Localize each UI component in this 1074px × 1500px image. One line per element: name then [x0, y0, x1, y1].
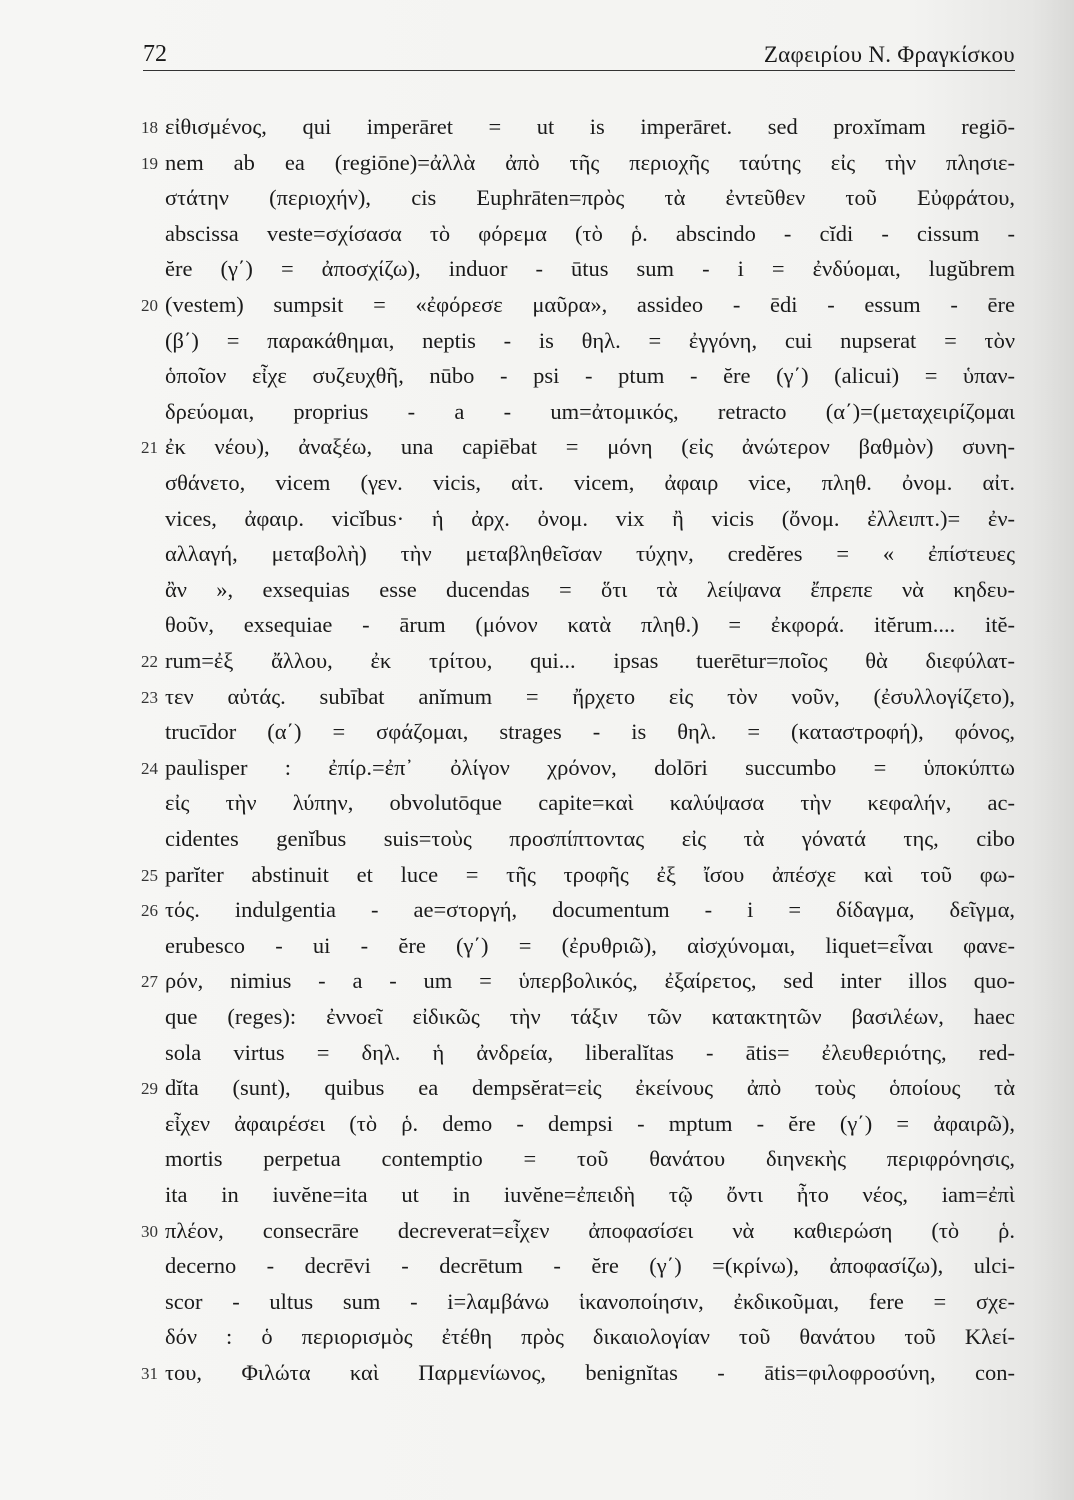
text-line [165, 786, 1015, 820]
line-text: του, Φιλώτα καὶ Παρμενίωνος, benignĭtas - ātis=φιλοφροσύνη, con- [165, 1360, 1015, 1385]
line-number: 18 [141, 118, 158, 137]
line-text: τεν αὐτάς. subībat anĭmum = ἤρχετο εἰς τὸν νοῦν, (ἐσυλλογίζετο), [165, 683, 1015, 709]
line-text: abscissa veste=σχίσασα τὸ φόρεμα (τὸ ῥ. abscindo - cĭdi - cissum - [165, 220, 1015, 246]
text-line [165, 608, 1015, 642]
text-line [141, 680, 1015, 714]
line-text: εἰς τὴν λύπην, obvolutōque capite=καὶ καλύψασα τὴν κεφαλήν, ac- [165, 790, 1015, 816]
line-text: εἰθισμένος, qui imperāret = ut is imperāret. sed proxĭmam regiō- [165, 114, 1015, 139]
line-text: τός. indulgentia - ae=στοργή, documentum - i = δίδαγμα, δεῖγμα, [165, 897, 1015, 923]
text-line [165, 466, 1015, 500]
line-text: scor - ultus sum - i=λαμβάνω ἱκανοποίησιν, ἐκδικοῦμαι, fere = σχε- [165, 1288, 1015, 1314]
line-text: πλέον, consecrāre decreverat=εἶχεν ἀποφασίσει νὰ καθιερώση (τὸ ῥ. [165, 1217, 1015, 1243]
line-text: ἂν », exsequias esse ducendas = ὅτι τὰ λείψανα ἔπρεπε νὰ κηδευ- [165, 576, 1015, 602]
text-line [141, 1071, 1015, 1105]
text-line [141, 146, 1015, 180]
text-line [165, 217, 1015, 251]
line-text: vices, ἀφαιρ. vicĭbus· ἡ ἀρχ. ὀνομ. vix ἢ vicis (ὄνομ. ἐλλειπτ.)= ἐν- [165, 505, 1015, 531]
line-text: στάτην (περιοχήν), cis Euphrāten=πρὸς τὰ ἐντεῦθεν τοῦ Εὐφράτου, [165, 185, 1015, 211]
text-line [165, 1285, 1015, 1319]
text-line [165, 715, 1015, 749]
text-line [141, 751, 1015, 785]
line-number: 21 [141, 438, 158, 458]
text-line [141, 430, 1015, 464]
text-line [165, 1036, 1015, 1070]
line-text: dĭta (sunt), quibus ea dempsĕrat=εἰς ἐκείνους ἀπὸ τοὺς ὁποίους τὰ [165, 1075, 1015, 1101]
text-line [165, 1178, 1015, 1212]
line-text: (β΄) = παρακάθημαι, neptis - is θηλ. = ἐγγόνη, cui nupserat = τὸν [165, 327, 1015, 353]
line-number: 22 [141, 652, 158, 671]
line-text: que (reges): ἐννοεῖ εἰδικῶς τὴν τάξιν τῶν κατακτητῶν βασιλέων, haec [165, 1004, 1015, 1029]
line-text: δόν : ὁ περιορισμὸς ἐτέθη πρὸς δικαιολογίαν τοῦ θανάτου τοῦ Κλεί- [165, 1324, 1015, 1350]
text-line [165, 1320, 1015, 1354]
line-text: parĭter abstinuit et luce = τῆς τροφῆς ἐξ ἴσου ἀπέσχε καὶ τοῦ φω- [165, 861, 1015, 887]
line-number: 20 [141, 296, 158, 315]
line-text: nem ab ea (regiōne)=ἀλλὰ ἀπὸ τῆς περιοχῆς ταύτης εἰς τὴν πλησιε- [165, 149, 1015, 175]
text-line [165, 252, 1015, 286]
line-text: ita in iuvĕne=ita ut in iuvĕne=ἐπειδὴ τῷ ὄντι ἦτο νέος, iam=ἐπὶ [165, 1182, 1015, 1207]
line-text: ĕre (γ΄) = ἀποσχίζω), induor - ūtus sum - i = ἐνδύομαι, lugŭbrem [165, 256, 1015, 282]
line-text: decerno - decrēvi - decrētum - ĕre (γ΄) =(κρίνω), ἀποφασίζω), ulci- [165, 1253, 1015, 1279]
line-text: ἐκ νέου), ἀναξέω, una capiēbat = μόνη (εἰς ἀνώτερον βαθμὸν) συνη- [165, 434, 1015, 460]
text-line [141, 1214, 1015, 1248]
text-line [165, 324, 1015, 358]
line-text: ρόν, nimius - a - um = ὑπερβολικός, ἐξαίρετος, sed inter illos quo- [165, 968, 1015, 994]
text-line [141, 1356, 1015, 1390]
text-line [165, 395, 1015, 429]
text-line [165, 502, 1015, 536]
line-text: θοῦν, exsequiae - ārum (μόνον κατὰ πληθ.) = ἐκφορά. itĕrum.... itĕ- [165, 612, 1015, 638]
line-text: (vestem) sumpsit = «ἐφόρεσε μαῦρα», assideo - ēdi - essum - ēre [165, 292, 1015, 317]
line-text: paulisper : ἐπίρ.=ἐπ᾽ ὀλίγον χρόνον, dolōri succumbo = ὑποκύπτω [165, 754, 1015, 780]
line-text: cidentes genĭbus suis=τοὺς προσπίπτοντας εἰς τὰ γόνατά της, cibo [165, 826, 1015, 851]
line-text: δρεύομαι, proprius - a - um=ἀτομικός, retracto (α΄)=(μεταχειρίζομαι [165, 398, 1015, 424]
line-number: 23 [141, 687, 158, 707]
text-line [141, 644, 1015, 678]
line-number: 25 [141, 865, 158, 885]
line-text: sola virtus = δηλ. ἡ ἀνδρεία, liberalĭtas - ātis= ἐλευθεριότης, red- [165, 1039, 1015, 1065]
line-number: 29 [141, 1079, 158, 1099]
line-text: σθάνετο, vicem (γεν. vicis, αἰτ. vicem, ἀφαιρ vice, πληθ. ὀνομ. αἰτ. [165, 470, 1015, 495]
line-number: 31 [141, 1364, 158, 1383]
line-text: ὁποῖον εἶχε συζευχθῆ, nūbo - psi - ptum - ĕre (γ΄) (alicui) = ὑπαν- [165, 363, 1015, 389]
text-line [141, 858, 1015, 892]
text-line [165, 822, 1015, 856]
text-line [141, 288, 1015, 322]
text-line [165, 537, 1015, 571]
line-number: 27 [141, 972, 158, 992]
text-line [141, 893, 1015, 927]
text-line [165, 1000, 1015, 1034]
text-line [165, 929, 1015, 963]
text-line [165, 359, 1015, 393]
line-number: 30 [141, 1221, 158, 1241]
line-text: mortis perpetua contemptio = τοῦ θανάτου διηνεκὴς περιφρόνησις, [165, 1146, 1015, 1172]
text-line [165, 1142, 1015, 1176]
text-line [141, 110, 1015, 144]
page-header [143, 40, 1015, 71]
page-number: 72 [143, 41, 167, 67]
text-line [165, 1107, 1015, 1141]
line-number: 24 [141, 758, 158, 778]
line-number: 19 [141, 153, 158, 173]
text-line [141, 964, 1015, 998]
text-line [165, 573, 1015, 607]
line-number: 26 [141, 901, 158, 921]
line-text: εἶχεν ἀφαιρέσει (τὸ ῥ. demo - dempsi - mptum - ĕre (γ΄) = ἀφαιρῶ), [165, 1110, 1015, 1136]
text-line [165, 1249, 1015, 1283]
running-title: Ζαφειρίου Ν. Φραγκίσκου [763, 42, 1015, 67]
line-text: erubesco - ui - ĕre (γ΄) = (ἐρυθριῶ), αἰσχύνομαι, liquet=εἶναι φανε- [165, 932, 1015, 958]
text-line [165, 181, 1015, 215]
line-text: trucīdor (α΄) = σφάζομαι, strages - is θηλ. = (καταστροφή), φόνος, [165, 719, 1015, 745]
line-text: αλλαγή, μεταβολὴ) τὴν μεταβληθεῖσαν τύχην, credĕres = « ἐπίστευες [165, 541, 1015, 567]
line-text: rum=ἐξ ἄλλου, ἐκ τρίτου, qui... ipsas tuerētur=ποῖος θὰ διεφύλατ- [165, 648, 1015, 673]
